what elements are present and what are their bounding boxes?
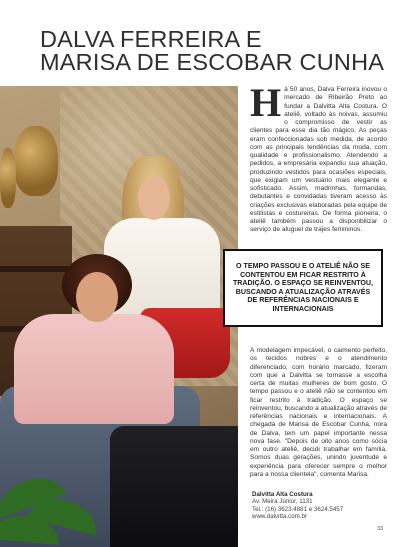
address: Av. Meira Júnior, 1131 xyxy=(252,498,313,506)
headline-line-2: MARISA DE ESCOBAR CUNHA xyxy=(40,49,385,75)
golden-vase xyxy=(14,126,58,196)
headline xyxy=(40,28,410,74)
article-paragraph-2: A modelagem impecável, o caimento perfeito, os tecidos nobres e o atendimento diferenciado, com horário marcado, fizeram com que a Dalvitta se tornasse a escolha certa de muitas mulheres de bom gosto. O tempo passou e o ateliê não se contentou em ficar restrito à tradição. O espaço se reinventou, buscando a atualização através de referências nacionais e internacionais. A chegada de Marisa de Escobar Cunha, nora de Dalva, tem um papel importante nessa nova fase. "Depois de oito anos como sócia em outro ateliê, decidi trabalhar em família. Somos duas gerações, unindo juventude e experiência para oferecer sempre o melhor para a nossa clientela", comenta Marisa. xyxy=(250,347,387,478)
golden-vase-small xyxy=(0,148,16,208)
black-pants xyxy=(110,426,238,547)
article-body-first xyxy=(250,80,387,235)
website: www.dalvitta.com.br xyxy=(252,513,308,521)
headline-line-1: DALVA FERREIRA E xyxy=(40,26,262,52)
drop-cap: H xyxy=(250,80,282,125)
older-woman-face xyxy=(76,272,118,322)
pink-blouse xyxy=(14,314,174,424)
business-name: Dalvitta Alta Costura xyxy=(252,491,313,498)
article-paragraph-1: á 50 anos, Dalva Ferreira inovou o mercado de Ribeirão Preto ao fundar a Dalvitta Alta Costura. O ateliê, voltado às noivas, assumiu o compromisso de vestir as clientes para esse dia tão mágico. As peças eram confeccionadas sob medida, de acordo com as principais tendências da moda, com qualidade e profissionalismo. Atendendo a pedidos, a empresária expandiu sua atuação, produzindo vestidos para ocasiões especiais, que exigiam um vestuário mais elegante e sofisticado. Assim, madrinhas, formandas, debutantes e convidadas tiveram acesso às criações exclusivas elaboradas pela equipe de estilistas e costureiras. De forma pioneira, o ateliê também passou a disponibilizar o serviço de aluguel de trajes femininos. xyxy=(250,86,387,234)
phone: Tel.: (16) 3623.4881 e 3624.5457 xyxy=(252,505,344,513)
blonde-woman-face xyxy=(138,176,170,220)
pull-quote: O TEMPO PASSOU E O ATELIÊ NÃO SE CONTENTOU EM FICAR RESTRITO À TRADIÇÃO. O ESPAÇO SE REINVENTOU, BUSCANDO A ATUALIZAÇÃO ATRAVÉS DE REFERÊNCIAS NACIONAIS E INTERNACIONAIS xyxy=(223,249,383,327)
page-number: 33 xyxy=(377,526,384,532)
portrait-photo xyxy=(0,86,238,547)
contact-block xyxy=(252,491,392,521)
